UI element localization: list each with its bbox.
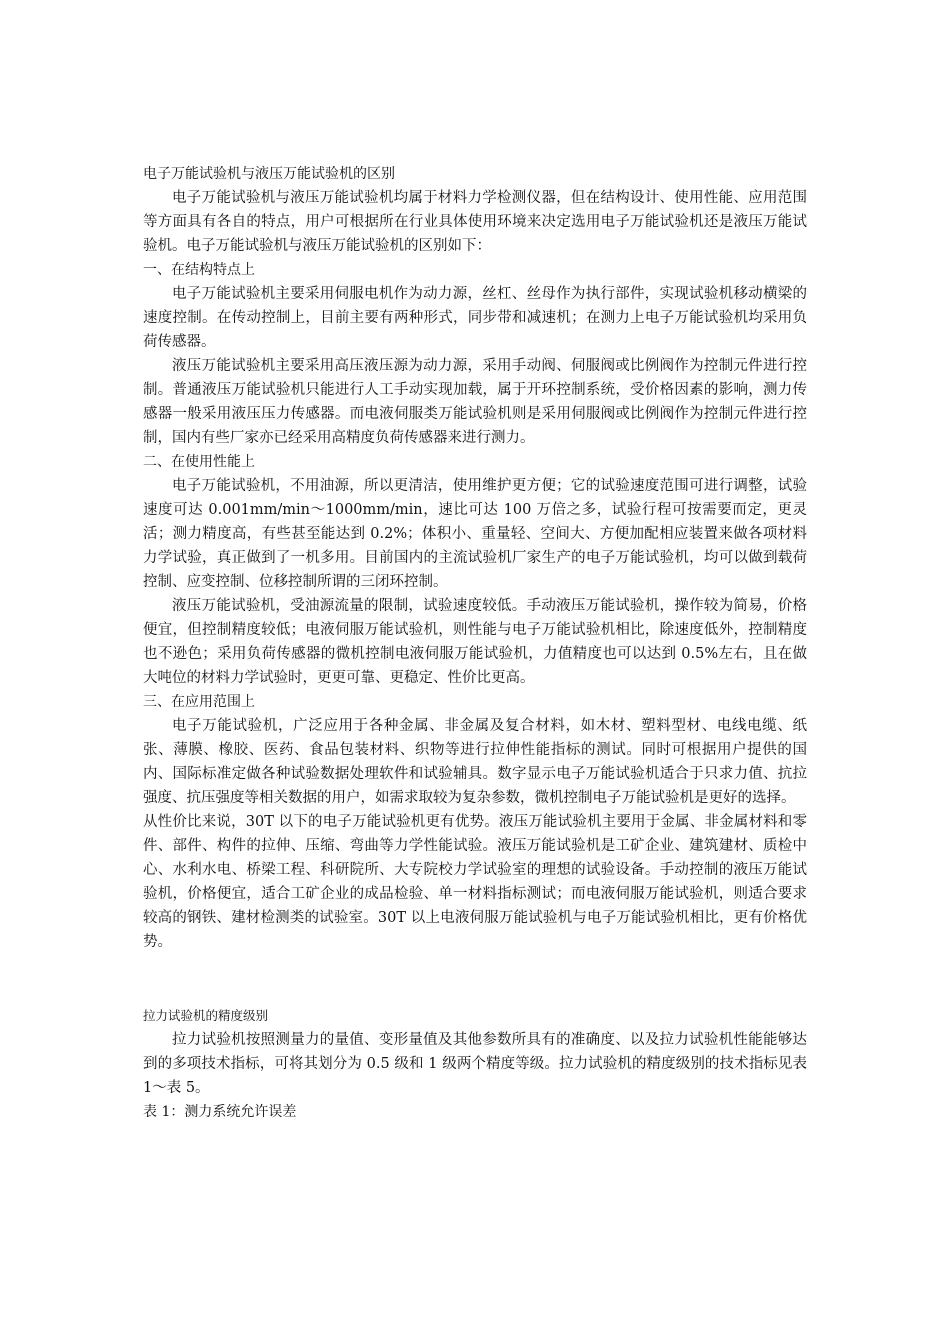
paragraph-accuracy-grades: 拉力试验机按照测量力的量值、变形量值及其他参数所具有的准确度、以及拉力试验机性能能够达到的多项技术指标，可将其划分为 0.5 级和 1 级两个精度等级。拉力试验机的精度级别的技术指标见表 1～表 5。 bbox=[143, 1032, 807, 1096]
document-page bbox=[143, 164, 807, 1124]
section1-title: 电子万能试验机与液压万能试验机的区别 bbox=[143, 166, 395, 182]
section1-heading-structure: 一、在结构特点上 bbox=[143, 262, 255, 278]
paragraph-cost-performance: 从性价比来说，30T 以下的电子万能试验机更有优势。液压万能试验机主要用于金属、非金属材料和零件、部件、构件的拉伸、压缩、弯曲等力学性能试验。液压万能试验机是工矿企业、建筑建材、质检中心、水利水电、桥梁工程、科研院所、大专院校力学试验室的理想的试验设备。手动控制的液压万能试验机，价格便宜，适合工矿企业的成品检验、单一材料指标测试；而电液伺服万能试验机，则适合要求较高的钢铁、建材检测类的试验室。30T 以上电液伺服万能试验机与电子万能试验机相比，更有价格优势。 bbox=[143, 814, 807, 950]
paragraph-electronic-performance: 电子万能试验机，不用油源，所以更清洁，使用维护更方便；它的试验速度范围可进行调整，试验速度可达 0.001mm/min～1000mm/min，速比可达 100 万倍之多，试验行程可按需要而定，更灵活；测力精度高，有些甚至能达到 0.2%；体积小、重量轻、空间大、方便加配相应装置来做各项材料力学试验，真正做到了一机多用。目前国内的主流试验机厂家生产的电子万能试验机，均可以做到载荷控制、应变控制、位移控制所谓的三闭环控制。 bbox=[143, 478, 807, 590]
section1-intro: 电子万能试验机与液压万能试验机均属于材料力学检测仪器，但在结构设计、使用性能、应用范围等方面具有各自的特点，用户可根据所在行业具体使用环境来决定选用电子万能试验机还是液压万能试验机。电子万能试验机与液压万能试验机的区别如下： bbox=[143, 190, 807, 254]
section1-heading-application: 三、在应用范围上 bbox=[143, 694, 255, 710]
section2-title: 拉力试验机的精度级别 bbox=[143, 1008, 269, 1023]
paragraph-hydraulic-performance: 液压万能试验机，受油源流量的限制，试验速度较低。手动液压万能试验机，操作较为简易，价格便宜，但控制精度较低；电液伺服万能试验机，则性能与电子万能试验机相比，除速度低外，控制精度也不逊色；采用负荷传感器的微机控制电液伺服万能试验机，力值精度也可以达到 0.5%左右，且在做大吨位的材料力学试验时，更更可靠、更稳定、性价比更高。 bbox=[143, 598, 807, 686]
paragraph-hydraulic-structure: 液压万能试验机主要采用高压液压源为动力源，采用手动阀、伺服阀或比例阀作为控制元件进行控制。普通液压万能试验机只能进行人工手动实现加载，属于开环控制系统，受价格因素的影响，测力传感器一般采用液压压力传感器。而电液伺服类万能试验机则是采用伺服阀或比例阀作为控制元件进行控制，国内有些厂家亦已经采用高精度负荷传感器来进行测力。 bbox=[143, 358, 807, 446]
section-gap bbox=[143, 954, 807, 1006]
section1-heading-performance: 二、在使用性能上 bbox=[143, 454, 255, 470]
table-caption: 表 1：测力系统允许误差 bbox=[143, 1104, 297, 1120]
paragraph-electronic-application: 电子万能试验机，广泛应用于各种金属、非金属及复合材料，如木材、塑料型材、电线电缆、纸张、薄膜、橡胶、医药、食品包装材料、织物等进行拉伸性能指标的测试。同时可根据用户提供的国内、国际标准定做各种试验数据处理软件和试验辅具。数字显示电子万能试验机适合于只求力值、抗拉强度、抗压强度等相关数据的用户，如需求取较为复杂参数，微机控制电子万能试验机是更好的选择。 bbox=[143, 718, 807, 806]
paragraph-electronic-structure: 电子万能试验机主要采用伺服电机作为动力源，丝杠、丝母作为执行部件，实现试验机移动横梁的速度控制。在传动控制上，目前主要有两种形式，同步带和减速机；在测力上电子万能试验机均采用负荷传感器。 bbox=[143, 286, 807, 350]
